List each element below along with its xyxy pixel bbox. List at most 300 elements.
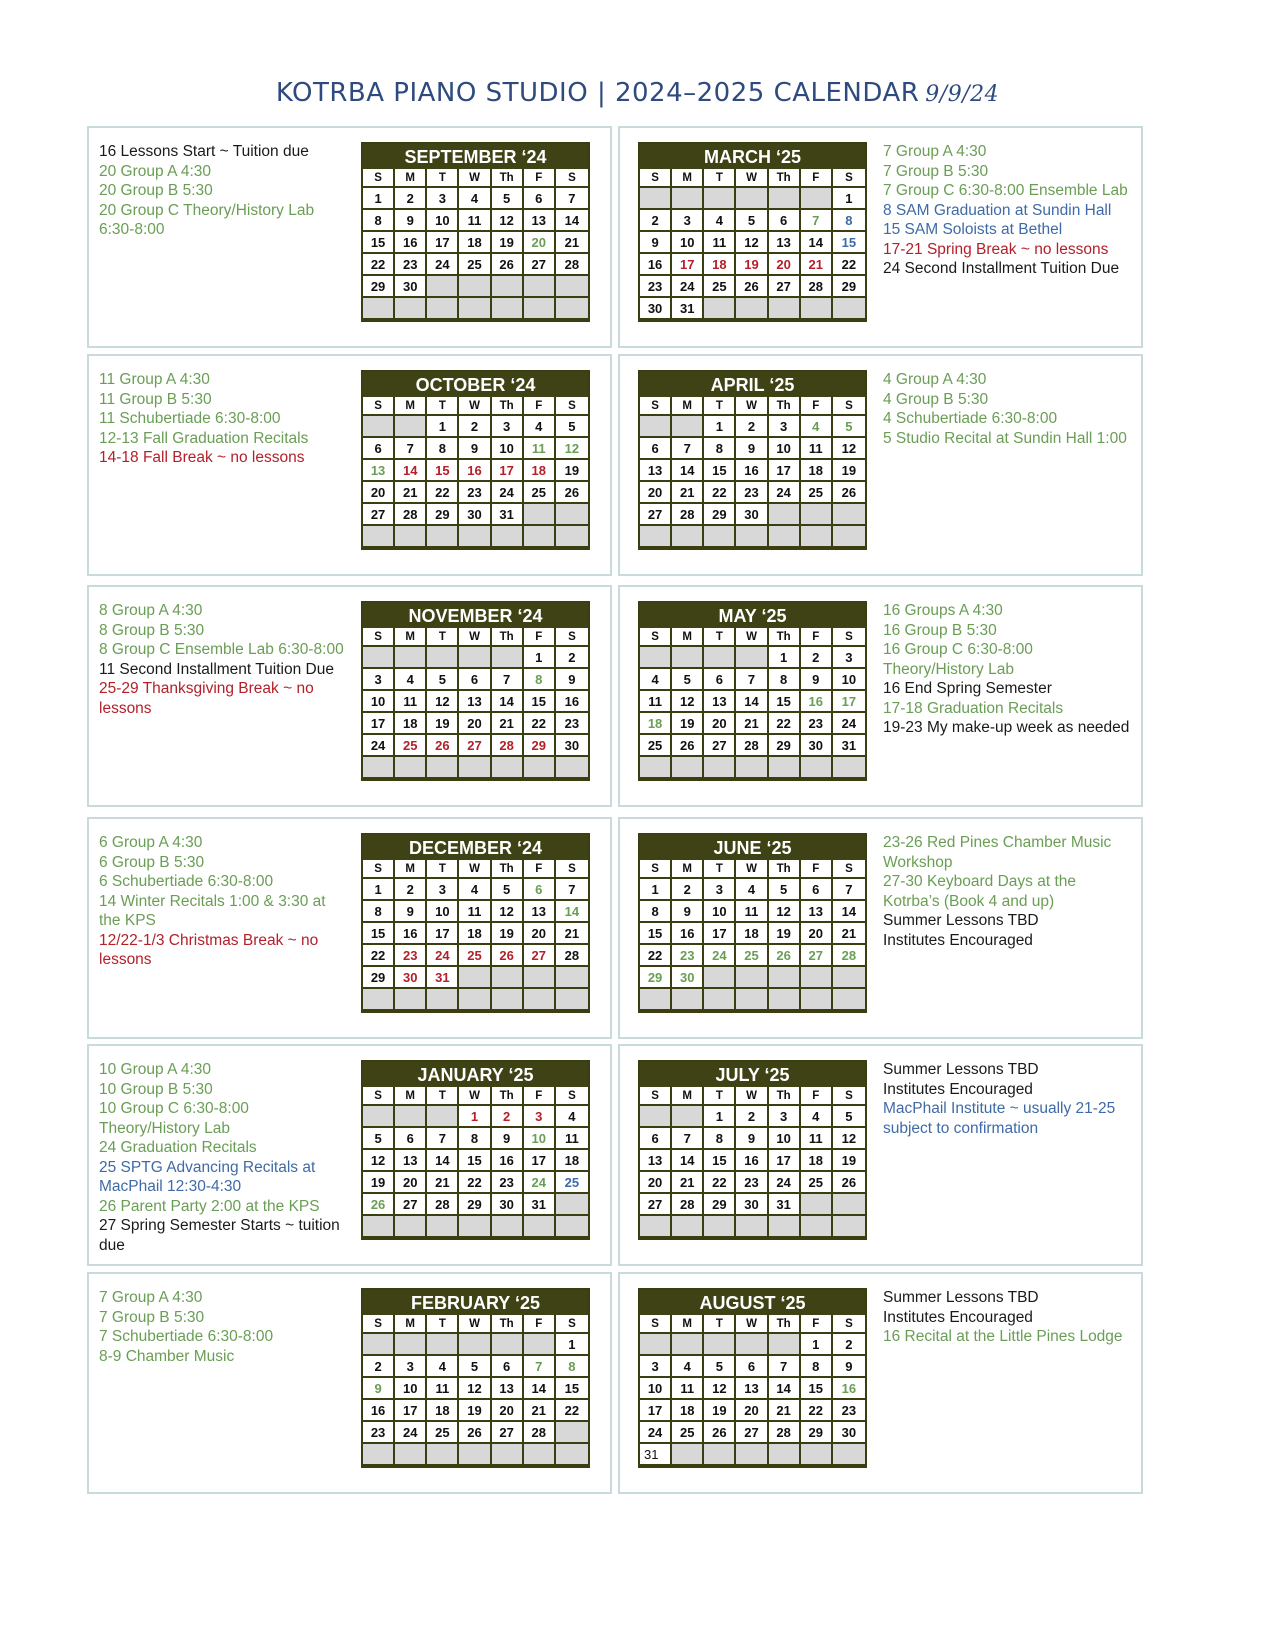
- empty-day-cell: [556, 504, 588, 526]
- day-cell: 28: [427, 1194, 459, 1216]
- day-cell: 10: [704, 901, 736, 923]
- day-cell: 10: [769, 438, 801, 460]
- empty-day-cell: [556, 526, 588, 548]
- day-cell: 15: [769, 691, 801, 713]
- empty-day-cell: [363, 1216, 395, 1238]
- day-cell: 2: [672, 879, 704, 901]
- day-cell: 1: [556, 1334, 588, 1356]
- day-cell: 2: [833, 1334, 865, 1356]
- day-cell: 14: [556, 901, 588, 923]
- empty-day-cell: [769, 504, 801, 526]
- day-cell: 3: [769, 1106, 801, 1128]
- day-cell: 8: [363, 901, 395, 923]
- day-cell: 20: [801, 923, 833, 945]
- empty-day-cell: [640, 757, 672, 779]
- weekday-label: T: [704, 1087, 736, 1106]
- weekday-label: T: [427, 169, 459, 188]
- weekday-label: Th: [492, 1087, 524, 1106]
- event-note: 7 Group A 4:30: [99, 1289, 203, 1306]
- weekday-label: M: [395, 1315, 427, 1334]
- empty-day-cell: [833, 298, 865, 320]
- day-cell: 17: [769, 460, 801, 482]
- day-cell: 1: [704, 416, 736, 438]
- event-notes: [99, 833, 344, 970]
- month-name: JULY ‘25: [640, 1062, 865, 1087]
- empty-day-cell: [524, 1216, 556, 1238]
- month-panel-april-25: [618, 354, 1143, 576]
- weekday-label: S: [556, 860, 588, 879]
- month-panel-february-25: [87, 1272, 612, 1494]
- empty-day-cell: [704, 1444, 736, 1466]
- month-panel-august-25: [618, 1272, 1143, 1494]
- day-cell: 24: [704, 945, 736, 967]
- empty-day-cell: [427, 526, 459, 548]
- weekday-label: M: [672, 1315, 704, 1334]
- event-note: 16 Lessons Start ~ Tuition due: [99, 143, 309, 160]
- empty-day-cell: [427, 298, 459, 320]
- day-cell: 19: [363, 1172, 395, 1194]
- event-notes: [883, 833, 1133, 950]
- month-panel-october-24: [87, 354, 612, 576]
- empty-day-cell: [524, 1444, 556, 1466]
- day-cell: 4: [556, 1106, 588, 1128]
- day-cell: 9: [395, 210, 427, 232]
- empty-day-cell: [769, 188, 801, 210]
- event-note: Institutes Encouraged: [883, 931, 1033, 949]
- day-cell: 5: [769, 879, 801, 901]
- weekday-label: Th: [769, 628, 801, 647]
- weekday-label: M: [672, 628, 704, 647]
- day-cell: 31: [672, 298, 704, 320]
- empty-day-cell: [704, 188, 736, 210]
- empty-day-cell: [672, 416, 704, 438]
- day-cell: 8: [363, 210, 395, 232]
- day-cell: 20: [395, 1172, 427, 1194]
- day-cell: 29: [363, 276, 395, 298]
- day-cell: 25: [395, 735, 427, 757]
- day-cell: 27: [640, 504, 672, 526]
- day-cell: 13: [524, 901, 556, 923]
- day-cell: 14: [492, 691, 524, 713]
- event-note: 4 Group B 5:30: [883, 390, 989, 408]
- day-cell: 2: [492, 1106, 524, 1128]
- day-cell: 20: [492, 1400, 524, 1422]
- event-note: 16 End Spring Semester: [883, 680, 1052, 697]
- day-cell: 26: [459, 1422, 491, 1444]
- day-cell: 12: [492, 210, 524, 232]
- empty-day-cell: [363, 757, 395, 779]
- empty-day-cell: [459, 1216, 491, 1238]
- day-cell: 2: [395, 188, 427, 210]
- day-cell: 18: [524, 460, 556, 482]
- event-note: Summer Lessons TBD: [883, 1289, 1039, 1306]
- weekday-label: S: [640, 169, 672, 188]
- day-cell: 1: [769, 647, 801, 669]
- day-cell: 28: [556, 254, 588, 276]
- weekday-label: T: [427, 860, 459, 879]
- weekday-label: Th: [769, 1315, 801, 1334]
- empty-day-cell: [640, 647, 672, 669]
- empty-day-cell: [363, 1334, 395, 1356]
- empty-day-cell: [736, 298, 768, 320]
- weekday-label: W: [459, 860, 491, 879]
- title-main: KOTRBA PIANO STUDIO | 2024–2025 CALENDAR: [275, 78, 920, 108]
- day-cell: 29: [524, 735, 556, 757]
- weekday-label: S: [833, 860, 865, 879]
- weekday-label: S: [363, 169, 395, 188]
- day-cell: 15: [427, 460, 459, 482]
- weekday-label: W: [459, 1087, 491, 1106]
- empty-day-cell: [492, 276, 524, 298]
- weekday-label: Th: [492, 628, 524, 647]
- empty-day-cell: [395, 1444, 427, 1466]
- empty-day-cell: [801, 757, 833, 779]
- day-cell: 25: [736, 945, 768, 967]
- day-cell: 10: [672, 232, 704, 254]
- day-cell: 7: [769, 1356, 801, 1378]
- empty-day-cell: [492, 1216, 524, 1238]
- empty-day-cell: [704, 647, 736, 669]
- day-cell: 21: [672, 482, 704, 504]
- day-cell: 8: [427, 438, 459, 460]
- empty-day-cell: [736, 647, 768, 669]
- empty-day-cell: [672, 647, 704, 669]
- empty-day-cell: [769, 1334, 801, 1356]
- day-cell: 6: [640, 1128, 672, 1150]
- event-notes: [883, 1060, 1133, 1138]
- month-name: AUGUST ‘25: [640, 1290, 865, 1315]
- month-name: DECEMBER ‘24: [363, 835, 588, 860]
- day-cell: 16: [363, 1400, 395, 1422]
- empty-day-cell: [524, 1334, 556, 1356]
- day-cell: 28: [492, 735, 524, 757]
- day-cell: 30: [556, 735, 588, 757]
- empty-day-cell: [833, 967, 865, 989]
- month-calendar: [361, 142, 590, 322]
- month-calendar: [638, 1060, 867, 1240]
- empty-day-cell: [395, 757, 427, 779]
- weekday-label: T: [704, 860, 736, 879]
- empty-day-cell: [459, 989, 491, 1011]
- day-cell: 11: [640, 691, 672, 713]
- day-cell: 27: [801, 945, 833, 967]
- event-note: 6 Group A 4:30: [99, 834, 203, 851]
- day-cell: 24: [395, 1422, 427, 1444]
- weekday-label: M: [672, 1087, 704, 1106]
- weekday-label: W: [459, 169, 491, 188]
- day-cell: 2: [640, 210, 672, 232]
- day-cell: 22: [833, 254, 865, 276]
- day-cell: 12: [459, 1378, 491, 1400]
- weekday-label: F: [524, 628, 556, 647]
- empty-day-cell: [640, 1106, 672, 1128]
- day-cell: 28: [833, 945, 865, 967]
- day-cell: 10: [427, 210, 459, 232]
- day-cell: 24: [492, 482, 524, 504]
- empty-day-cell: [833, 989, 865, 1011]
- event-note: 14 Winter Recitals 1:00 & 3:30 at the KPS: [99, 892, 326, 929]
- day-cell: 22: [363, 945, 395, 967]
- day-cell: 5: [704, 1356, 736, 1378]
- weekday-label: S: [363, 1315, 395, 1334]
- weekday-label: S: [640, 628, 672, 647]
- empty-day-cell: [672, 1216, 704, 1238]
- empty-day-cell: [492, 526, 524, 548]
- day-cell: 7: [395, 438, 427, 460]
- day-cell: 4: [801, 1106, 833, 1128]
- month-name: NOVEMBER ‘24: [363, 603, 588, 628]
- day-cell: 7: [801, 210, 833, 232]
- empty-day-cell: [556, 967, 588, 989]
- day-cell: 22: [801, 1400, 833, 1422]
- month-name: MAY ‘25: [640, 603, 865, 628]
- weekday-label: S: [833, 1087, 865, 1106]
- day-cell: 1: [363, 188, 395, 210]
- day-cell: 26: [363, 1194, 395, 1216]
- day-cell: 25: [459, 945, 491, 967]
- empty-day-cell: [459, 1334, 491, 1356]
- empty-day-cell: [427, 647, 459, 669]
- day-cell: 19: [427, 713, 459, 735]
- day-cell: 7: [427, 1128, 459, 1150]
- event-note: 26 Parent Party 2:00 at the KPS: [99, 1197, 320, 1215]
- day-cell: 12: [492, 901, 524, 923]
- month-calendar: [638, 601, 867, 781]
- event-notes: [883, 142, 1133, 279]
- day-cell: 13: [363, 460, 395, 482]
- day-cell: 12: [427, 691, 459, 713]
- day-cell: 14: [556, 210, 588, 232]
- empty-day-cell: [363, 647, 395, 669]
- empty-day-cell: [459, 276, 491, 298]
- event-note: 7 Group B 5:30: [883, 162, 989, 180]
- empty-day-cell: [672, 188, 704, 210]
- day-cell: 17: [395, 1400, 427, 1422]
- day-cell: 9: [395, 901, 427, 923]
- weekday-label: W: [736, 397, 768, 416]
- day-cell: 29: [427, 504, 459, 526]
- empty-day-cell: [736, 967, 768, 989]
- day-cell: 22: [704, 1172, 736, 1194]
- empty-day-cell: [395, 1334, 427, 1356]
- empty-day-cell: [833, 504, 865, 526]
- empty-day-cell: [801, 1444, 833, 1466]
- day-cell: 4: [459, 188, 491, 210]
- weekday-label: S: [556, 1315, 588, 1334]
- weekday-label: Th: [769, 1087, 801, 1106]
- event-note: 24 Second Installment Tuition Due: [883, 260, 1120, 277]
- day-cell: 12: [736, 232, 768, 254]
- day-cell: 17: [524, 1150, 556, 1172]
- empty-day-cell: [736, 1444, 768, 1466]
- event-note: Summer Lessons TBD: [883, 912, 1039, 929]
- day-cell: 21: [736, 713, 768, 735]
- empty-day-cell: [801, 967, 833, 989]
- empty-day-cell: [492, 967, 524, 989]
- day-cell: 28: [524, 1422, 556, 1444]
- day-cell: 30: [492, 1194, 524, 1216]
- day-grid: [640, 169, 865, 320]
- day-cell: 24: [672, 276, 704, 298]
- day-cell: 9: [672, 901, 704, 923]
- empty-day-cell: [833, 1194, 865, 1216]
- day-cell: 12: [833, 1128, 865, 1150]
- event-notes: [99, 601, 344, 718]
- event-note: 12-13 Fall Graduation Recitals: [99, 429, 309, 447]
- day-cell: 2: [459, 416, 491, 438]
- day-cell: 8: [459, 1128, 491, 1150]
- weekday-label: S: [640, 1315, 672, 1334]
- day-cell: 27: [363, 504, 395, 526]
- weekday-label: W: [736, 1087, 768, 1106]
- day-cell: 23: [801, 713, 833, 735]
- day-cell: 28: [769, 1422, 801, 1444]
- day-cell: 1: [833, 188, 865, 210]
- empty-day-cell: [640, 188, 672, 210]
- day-cell: 16: [736, 1150, 768, 1172]
- weekday-label: Th: [492, 1315, 524, 1334]
- day-cell: 2: [801, 647, 833, 669]
- day-cell: 11: [524, 438, 556, 460]
- day-cell: 20: [524, 232, 556, 254]
- day-cell: 8: [524, 669, 556, 691]
- day-cell: 22: [459, 1172, 491, 1194]
- day-cell: 1: [427, 416, 459, 438]
- day-cell: 2: [395, 879, 427, 901]
- day-cell: 7: [556, 879, 588, 901]
- event-note: 8 Group A 4:30: [99, 602, 203, 619]
- day-grid: [640, 1315, 865, 1466]
- event-notes: [99, 370, 344, 468]
- weekday-label: S: [833, 397, 865, 416]
- day-cell: 10: [833, 669, 865, 691]
- day-cell: 23: [395, 254, 427, 276]
- empty-day-cell: [556, 1216, 588, 1238]
- empty-day-cell: [801, 526, 833, 548]
- day-cell: 20: [640, 482, 672, 504]
- empty-day-cell: [524, 526, 556, 548]
- day-cell: 7: [833, 879, 865, 901]
- day-cell: 20: [704, 713, 736, 735]
- day-cell: 26: [833, 482, 865, 504]
- day-cell: 29: [769, 735, 801, 757]
- day-cell: 10: [640, 1378, 672, 1400]
- day-cell: 10: [524, 1128, 556, 1150]
- day-cell: 1: [801, 1334, 833, 1356]
- month-panel-may-25: [618, 585, 1143, 807]
- day-cell: 18: [459, 232, 491, 254]
- empty-day-cell: [704, 1216, 736, 1238]
- day-cell: 12: [363, 1150, 395, 1172]
- day-cell: 5: [492, 188, 524, 210]
- event-note: 4 Group A 4:30: [883, 371, 987, 388]
- day-cell: 28: [801, 276, 833, 298]
- day-cell: 5: [833, 1106, 865, 1128]
- day-cell: 9: [736, 1128, 768, 1150]
- day-cell: 3: [672, 210, 704, 232]
- day-cell: 21: [524, 1400, 556, 1422]
- empty-day-cell: [395, 298, 427, 320]
- day-cell: 18: [672, 1400, 704, 1422]
- day-cell: 17: [704, 923, 736, 945]
- month-calendar: [361, 1288, 590, 1468]
- day-cell: 10: [492, 438, 524, 460]
- day-cell: 23: [363, 1422, 395, 1444]
- day-cell: 27: [736, 1422, 768, 1444]
- day-cell: 4: [801, 416, 833, 438]
- empty-day-cell: [556, 989, 588, 1011]
- month-panel-june-25: [618, 817, 1143, 1039]
- day-cell: 16: [492, 1150, 524, 1172]
- day-cell: 23: [736, 1172, 768, 1194]
- day-cell: 31: [492, 504, 524, 526]
- day-cell: 19: [459, 1400, 491, 1422]
- day-cell: 11: [459, 901, 491, 923]
- empty-day-cell: [492, 989, 524, 1011]
- day-cell: 27: [492, 1422, 524, 1444]
- weekday-label: F: [524, 169, 556, 188]
- day-cell: 2: [556, 647, 588, 669]
- day-cell: 24: [833, 713, 865, 735]
- day-cell: 13: [640, 460, 672, 482]
- weekday-label: T: [704, 169, 736, 188]
- empty-day-cell: [672, 526, 704, 548]
- empty-day-cell: [769, 298, 801, 320]
- weekday-label: S: [363, 628, 395, 647]
- event-note: 27 Spring Semester Starts ~ tuition due: [99, 1217, 340, 1254]
- day-cell: 15: [801, 1378, 833, 1400]
- day-cell: 27: [704, 735, 736, 757]
- day-cell: 11: [672, 1378, 704, 1400]
- day-cell: 31: [769, 1194, 801, 1216]
- day-cell: 26: [492, 254, 524, 276]
- day-cell: 14: [833, 901, 865, 923]
- month-panel-november-24: [87, 585, 612, 807]
- month-calendar: [361, 370, 590, 550]
- event-note: 23-26 Red Pines Chamber Music Workshop: [883, 834, 1112, 871]
- empty-day-cell: [427, 1444, 459, 1466]
- day-cell: 5: [459, 1356, 491, 1378]
- day-cell: 1: [704, 1106, 736, 1128]
- event-note: 25-29 Thanksgiving Break ~ no lessons: [99, 680, 314, 717]
- day-cell: 19: [833, 460, 865, 482]
- event-notes: [99, 142, 344, 240]
- day-cell: 21: [556, 923, 588, 945]
- event-note: 6 Schubertiade 6:30-8:00: [99, 873, 274, 890]
- empty-day-cell: [524, 504, 556, 526]
- weekday-label: Th: [492, 860, 524, 879]
- day-cell: 13: [459, 691, 491, 713]
- empty-day-cell: [704, 526, 736, 548]
- empty-day-cell: [736, 1334, 768, 1356]
- empty-day-cell: [640, 1334, 672, 1356]
- day-cell: 28: [672, 504, 704, 526]
- empty-day-cell: [769, 757, 801, 779]
- day-cell: 30: [395, 967, 427, 989]
- day-grid: [363, 1315, 588, 1466]
- day-cell: 11: [736, 901, 768, 923]
- day-cell: 21: [556, 232, 588, 254]
- day-cell: 9: [363, 1378, 395, 1400]
- day-cell: 19: [833, 1150, 865, 1172]
- day-cell: 16: [736, 460, 768, 482]
- empty-day-cell: [736, 526, 768, 548]
- empty-day-cell: [395, 989, 427, 1011]
- day-cell: 20: [363, 482, 395, 504]
- event-note: 8 Group B 5:30: [99, 621, 205, 639]
- event-note: Institutes Encouraged: [883, 1080, 1033, 1098]
- empty-day-cell: [801, 989, 833, 1011]
